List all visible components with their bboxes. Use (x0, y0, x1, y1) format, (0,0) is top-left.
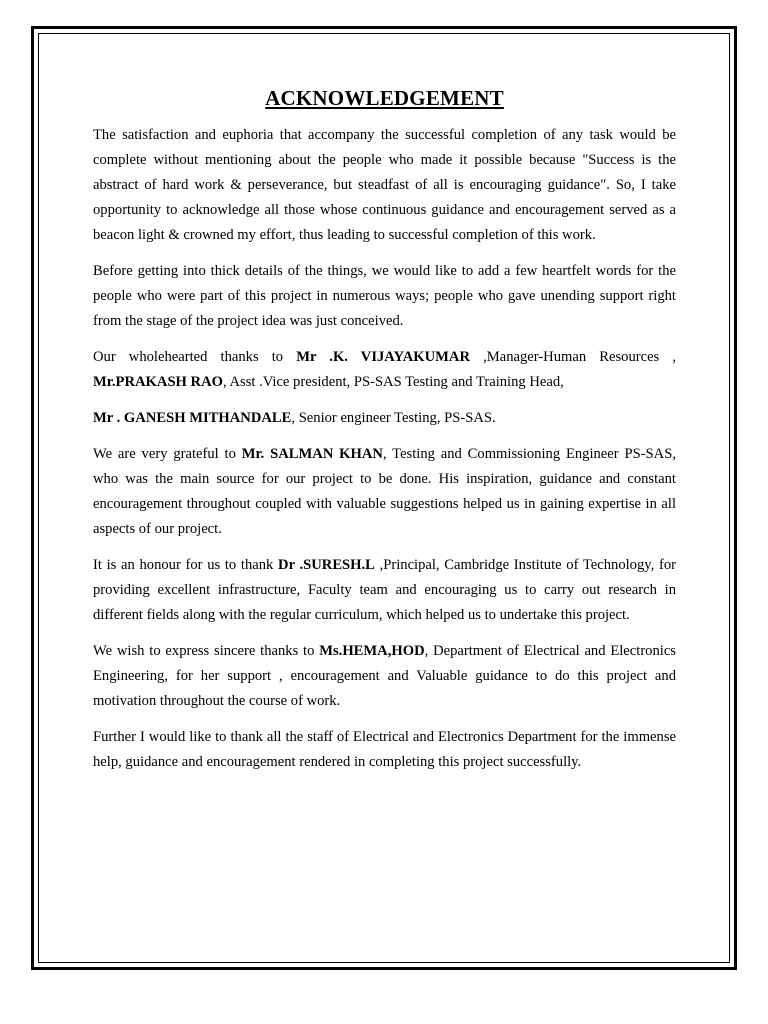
paragraph-thanks-ganesh (93, 406, 676, 431)
text-lead: We wish to express sincere thanks to (93, 643, 320, 659)
paragraph-thanks-principal (93, 553, 676, 628)
role-ganesh: , Senior engineer Testing, PS-SAS. (291, 410, 496, 426)
text-lead: Our wholehearted thanks to (93, 349, 297, 365)
page-title: ACKNOWLEDGEMENT (265, 86, 504, 110)
text-lead: It is an honour for us to thank (93, 557, 279, 573)
name-hema: Ms.HEMA,HOD (319, 643, 425, 659)
name-prakash-rao: Mr.PRAKASH RAO (93, 374, 223, 390)
role-prakash-rao: , Asst .Vice president, PS-SAS Testing and Training Head, (223, 374, 564, 390)
paragraph-thanks-management (93, 345, 676, 395)
text-rest: ,Principal, Cambridge Institute of Technology, for providing excellent infrastructure, Faculty team and encouraging us to carry out research in different fields along with the regular curriculum, which helped us to undertake this project. (93, 557, 676, 623)
name-vijayakumar: Mr .K. VIJAYAKUMAR (296, 349, 470, 365)
text-lead: We are very grateful to (93, 446, 242, 462)
name-ganesh: Mr . GANESH MITHANDALE (93, 410, 292, 426)
paragraph-thanks-salman (93, 442, 676, 542)
paragraph-intro: The satisfaction and euphoria that accompany the successful completion of any task would be complete without mentioning about the people who made it possible because "Success is the abstract of hard work & perseverance, but steadfast of all is encouraging guidance". So, I take opportunity to acknowledge all those whose continuous guidance and encouragement served as a beacon light & crowned my effort, thus leading to successful completion of this work. (93, 127, 676, 243)
document-body (93, 86, 676, 786)
role-vijayakumar: ,Manager-Human Resources , (470, 349, 676, 365)
name-salman: Mr. SALMAN KHAN (241, 446, 383, 462)
paragraph-heartfelt: Before getting into thick details of the things, we would like to add a few heartfelt words for the people who were part of this project in numerous ways; people who gave unending support right from the stage of the project idea was just conceived. (93, 263, 676, 329)
paragraph-thanks-staff: Further I would like to thank all the staff of Electrical and Electronics Department for the immense help, guidance and encouragement rendered in completing this project successfully. (93, 729, 676, 770)
paragraph-thanks-hod (93, 639, 676, 714)
name-suresh: Dr .SURESH.L (278, 557, 375, 573)
text-rest: , Department of Electrical and Electronics Engineering, for her support , encouragement and Valuable guidance to do this project and motivation throughout the course of work. (93, 643, 676, 709)
text-rest: , Testing and Commissioning Engineer PS-SAS, who was the main source for our project to be done. His inspiration, guidance and constant encouragement throughout coupled with valuable suggestions helped us in gaining expertise in all aspects of our project. (93, 446, 676, 537)
